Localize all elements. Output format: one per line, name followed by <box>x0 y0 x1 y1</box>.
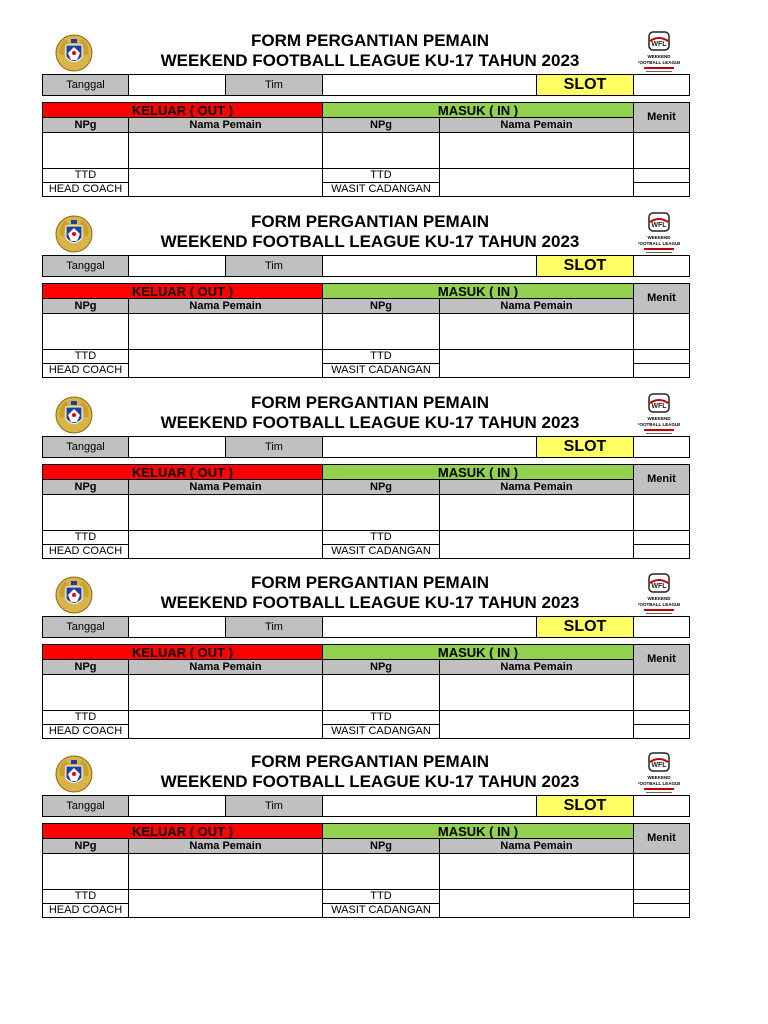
coach-signature-field[interactable] <box>128 349 323 378</box>
menit-header: Menit <box>633 644 690 675</box>
ttd-wasit-label: TTD <box>322 168 440 183</box>
npg-in-field[interactable] <box>322 853 440 890</box>
npg-out-field[interactable] <box>42 494 129 531</box>
menit-sign-field-1[interactable] <box>633 168 690 183</box>
npg-out-header: NPg <box>42 838 129 854</box>
tanggal-field[interactable] <box>128 436 226 458</box>
coach-signature-field[interactable] <box>128 530 323 559</box>
form-subtitle: WEEKEND FOOTBALL LEAGUE KU-17 TAHUN 2023 <box>160 51 580 70</box>
menit-sign-field-2[interactable] <box>633 182 690 197</box>
ttd-coach-label: TTD <box>42 710 129 725</box>
tanggal-field[interactable] <box>128 616 226 638</box>
svg-text:WFL: WFL <box>651 41 667 48</box>
npg-out-header: NPg <box>42 117 129 133</box>
menit-sign-field-2[interactable] <box>633 724 690 739</box>
nama-pemain-in-field[interactable] <box>439 853 634 890</box>
ttd-coach-label: TTD <box>42 530 129 545</box>
tim-label: Tim <box>225 74 323 96</box>
npg-in-field[interactable] <box>322 313 440 350</box>
tanggal-field[interactable] <box>128 74 226 96</box>
slot-field[interactable] <box>633 795 690 817</box>
tanggal-field[interactable] <box>128 795 226 817</box>
nama-pemain-in-field[interactable] <box>439 313 634 350</box>
menit-header: Menit <box>633 823 690 854</box>
form-title: FORM PERGANTIAN PEMAIN <box>251 393 489 412</box>
form-subtitle: WEEKEND FOOTBALL LEAGUE KU-17 TAHUN 2023 <box>160 772 580 791</box>
ttd-wasit-label: TTD <box>322 889 440 904</box>
tanggal-label: Tanggal <box>42 436 129 458</box>
ttd-coach-label: TTD <box>42 168 129 183</box>
svg-text:WEEKEND: WEEKEND <box>647 54 671 59</box>
head-coach-label: HEAD COACH <box>42 363 129 378</box>
head-coach-label: HEAD COACH <box>42 182 129 197</box>
substitution-form-2 <box>0 212 768 387</box>
coach-signature-field[interactable] <box>128 168 323 197</box>
masuk-header: MASUK ( IN ) <box>322 823 634 839</box>
substitution-form-5 <box>0 752 768 927</box>
svg-text:WEEKEND: WEEKEND <box>647 775 671 780</box>
nama-pemain-in-field[interactable] <box>439 494 634 531</box>
npg-in-field[interactable] <box>322 494 440 531</box>
wfl-logo-icon <box>638 573 680 619</box>
tanggal-field[interactable] <box>128 255 226 277</box>
pssi-logo-icon <box>54 575 94 615</box>
ttd-wasit-label: TTD <box>322 530 440 545</box>
nama-pemain-out-field[interactable] <box>128 494 323 531</box>
substitution-form-3 <box>0 393 768 568</box>
nama-pemain-in-field[interactable] <box>439 132 634 169</box>
pssi-logo-icon <box>54 214 94 254</box>
menit-header: Menit <box>633 102 690 133</box>
svg-text:WEEKEND: WEEKEND <box>647 416 671 421</box>
wasit-signature-field[interactable] <box>439 168 634 197</box>
masuk-header: MASUK ( IN ) <box>322 102 634 118</box>
svg-text:WFL: WFL <box>651 762 667 769</box>
menit-field[interactable] <box>633 494 690 531</box>
npg-out-field[interactable] <box>42 132 129 169</box>
svg-text:FOOTBALL LEAGUE: FOOTBALL LEAGUE <box>638 422 680 427</box>
nama-pemain-out-header: Nama Pemain <box>128 298 323 314</box>
tanggal-label: Tanggal <box>42 255 129 277</box>
form-title: FORM PERGANTIAN PEMAIN <box>251 752 489 771</box>
nama-pemain-in-field[interactable] <box>439 674 634 711</box>
pssi-logo-icon <box>54 395 94 435</box>
keluar-header: KELUAR ( OUT ) <box>42 644 323 660</box>
pssi-logo-icon <box>54 754 94 794</box>
tim-field[interactable] <box>322 795 537 817</box>
slot-field[interactable] <box>633 436 690 458</box>
keluar-header: KELUAR ( OUT ) <box>42 823 323 839</box>
menit-sign-field-2[interactable] <box>633 544 690 559</box>
tim-label: Tim <box>225 436 323 458</box>
npg-in-header: NPg <box>322 117 440 133</box>
menit-sign-field-1[interactable] <box>633 349 690 364</box>
wfl-logo-icon <box>638 212 680 258</box>
nama-pemain-out-header: Nama Pemain <box>128 117 323 133</box>
form-title: FORM PERGANTIAN PEMAIN <box>251 573 489 592</box>
menit-header: Menit <box>633 283 690 314</box>
masuk-header: MASUK ( IN ) <box>322 644 634 660</box>
npg-in-header: NPg <box>322 298 440 314</box>
nama-pemain-out-header: Nama Pemain <box>128 479 323 495</box>
head-coach-label: HEAD COACH <box>42 544 129 559</box>
tim-field[interactable] <box>322 436 537 458</box>
npg-in-header: NPg <box>322 479 440 495</box>
slot-label: SLOT <box>536 74 634 96</box>
form-title: FORM PERGANTIAN PEMAIN <box>251 31 489 50</box>
svg-text:WEEKEND: WEEKEND <box>647 235 671 240</box>
slot-label: SLOT <box>536 616 634 638</box>
npg-in-field[interactable] <box>322 132 440 169</box>
tim-label: Tim <box>225 255 323 277</box>
wasit-signature-field[interactable] <box>439 889 634 918</box>
tanggal-label: Tanggal <box>42 74 129 96</box>
nama-pemain-out-header: Nama Pemain <box>128 838 323 854</box>
head-coach-label: HEAD COACH <box>42 903 129 918</box>
nama-pemain-in-header: Nama Pemain <box>439 117 634 133</box>
slot-label: SLOT <box>536 436 634 458</box>
svg-text:WFL: WFL <box>651 403 667 410</box>
menit-header: Menit <box>633 464 690 495</box>
substitution-form-4 <box>0 573 768 748</box>
npg-in-field[interactable] <box>322 674 440 711</box>
coach-signature-field[interactable] <box>128 889 323 918</box>
menit-sign-field-2[interactable] <box>633 363 690 378</box>
keluar-header: KELUAR ( OUT ) <box>42 464 323 480</box>
wasit-cadangan-label: WASIT CADANGAN <box>322 544 440 559</box>
svg-text:FOOTBALL LEAGUE: FOOTBALL LEAGUE <box>638 602 680 607</box>
menit-sign-field-1[interactable] <box>633 530 690 545</box>
masuk-header: MASUK ( IN ) <box>322 283 634 299</box>
nama-pemain-out-field[interactable] <box>128 674 323 711</box>
wasit-cadangan-label: WASIT CADANGAN <box>322 903 440 918</box>
form-subtitle: WEEKEND FOOTBALL LEAGUE KU-17 TAHUN 2023 <box>160 232 580 251</box>
npg-out-header: NPg <box>42 479 129 495</box>
substitution-form-1 <box>0 31 768 206</box>
npg-out-header: NPg <box>42 298 129 314</box>
svg-text:FOOTBALL LEAGUE: FOOTBALL LEAGUE <box>638 60 680 65</box>
wasit-signature-field[interactable] <box>439 710 634 739</box>
menit-sign-field-2[interactable] <box>633 903 690 918</box>
ttd-coach-label: TTD <box>42 349 129 364</box>
nama-pemain-out-field[interactable] <box>128 853 323 890</box>
menit-field[interactable] <box>633 674 690 711</box>
slot-label: SLOT <box>536 255 634 277</box>
tim-label: Tim <box>225 616 323 638</box>
npg-out-field[interactable] <box>42 853 129 890</box>
nama-pemain-out-header: Nama Pemain <box>128 659 323 675</box>
npg-out-field[interactable] <box>42 674 129 711</box>
tim-field[interactable] <box>322 74 537 96</box>
menit-sign-field-1[interactable] <box>633 710 690 725</box>
ttd-wasit-label: TTD <box>322 710 440 725</box>
npg-out-field[interactable] <box>42 313 129 350</box>
svg-text:FOOTBALL LEAGUE: FOOTBALL LEAGUE <box>638 241 680 246</box>
menit-field[interactable] <box>633 132 690 169</box>
npg-in-header: NPg <box>322 659 440 675</box>
tim-field[interactable] <box>322 255 537 277</box>
tanggal-label: Tanggal <box>42 616 129 638</box>
wfl-logo-icon <box>638 31 680 77</box>
menit-field[interactable] <box>633 313 690 350</box>
wfl-logo-icon <box>638 393 680 439</box>
svg-text:WFL: WFL <box>651 222 667 229</box>
tim-field[interactable] <box>322 616 537 638</box>
tanggal-label: Tanggal <box>42 795 129 817</box>
tim-label: Tim <box>225 795 323 817</box>
masuk-header: MASUK ( IN ) <box>322 464 634 480</box>
wasit-cadangan-label: WASIT CADANGAN <box>322 724 440 739</box>
ttd-wasit-label: TTD <box>322 349 440 364</box>
keluar-header: KELUAR ( OUT ) <box>42 102 323 118</box>
slot-label: SLOT <box>536 795 634 817</box>
nama-pemain-in-header: Nama Pemain <box>439 659 634 675</box>
wfl-logo-icon <box>638 752 680 798</box>
slot-field[interactable] <box>633 616 690 638</box>
form-subtitle: WEEKEND FOOTBALL LEAGUE KU-17 TAHUN 2023 <box>160 413 580 432</box>
slot-field[interactable] <box>633 255 690 277</box>
svg-text:WFL: WFL <box>651 583 667 590</box>
menit-field[interactable] <box>633 853 690 890</box>
npg-out-header: NPg <box>42 659 129 675</box>
wasit-signature-field[interactable] <box>439 349 634 378</box>
nama-pemain-in-header: Nama Pemain <box>439 838 634 854</box>
slot-field[interactable] <box>633 74 690 96</box>
wasit-cadangan-label: WASIT CADANGAN <box>322 182 440 197</box>
keluar-header: KELUAR ( OUT ) <box>42 283 323 299</box>
svg-text:FOOTBALL LEAGUE: FOOTBALL LEAGUE <box>638 781 680 786</box>
coach-signature-field[interactable] <box>128 710 323 739</box>
nama-pemain-in-header: Nama Pemain <box>439 298 634 314</box>
nama-pemain-in-header: Nama Pemain <box>439 479 634 495</box>
nama-pemain-out-field[interactable] <box>128 132 323 169</box>
form-title: FORM PERGANTIAN PEMAIN <box>251 212 489 231</box>
pssi-logo-icon <box>54 33 94 73</box>
form-subtitle: WEEKEND FOOTBALL LEAGUE KU-17 TAHUN 2023 <box>160 593 580 612</box>
nama-pemain-out-field[interactable] <box>128 313 323 350</box>
npg-in-header: NPg <box>322 838 440 854</box>
menit-sign-field-1[interactable] <box>633 889 690 904</box>
head-coach-label: HEAD COACH <box>42 724 129 739</box>
wasit-cadangan-label: WASIT CADANGAN <box>322 363 440 378</box>
ttd-coach-label: TTD <box>42 889 129 904</box>
wasit-signature-field[interactable] <box>439 530 634 559</box>
svg-text:WEEKEND: WEEKEND <box>647 596 671 601</box>
